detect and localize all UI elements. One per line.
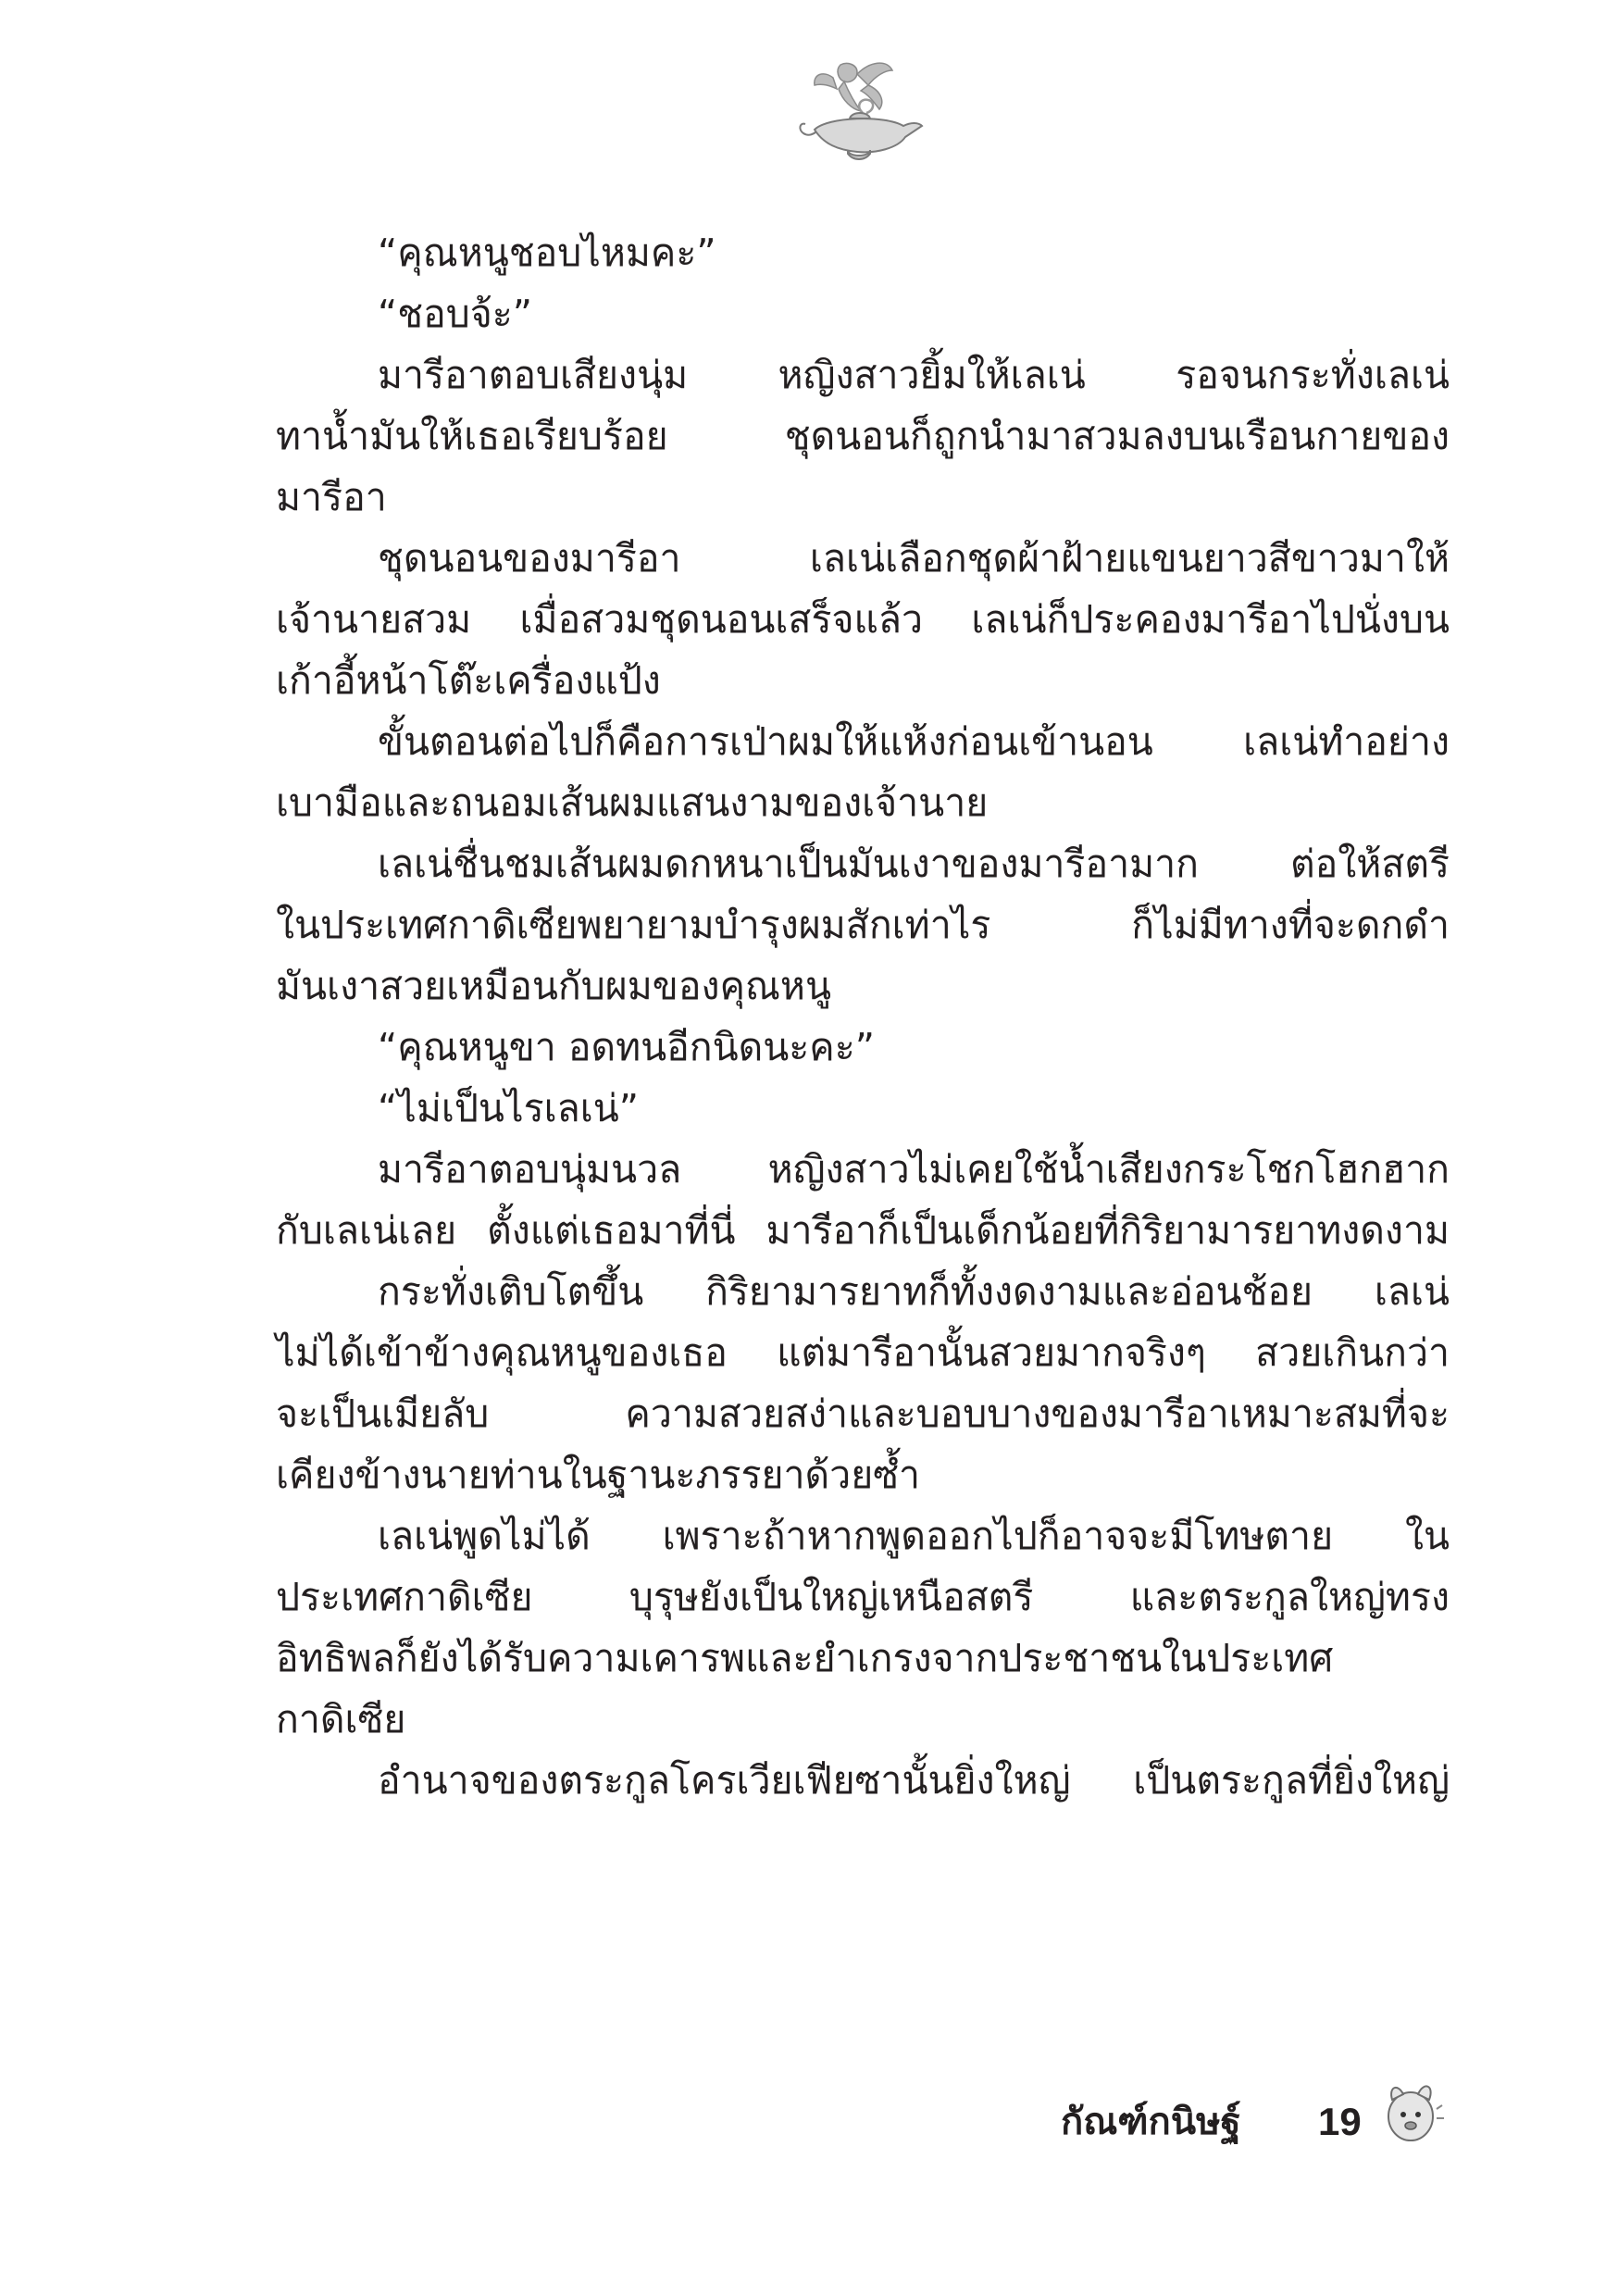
genie-lamp-icon — [796, 57, 926, 167]
text-line: “ไม่เป็นไรเลเน่” — [378, 1086, 640, 1130]
paragraph — [276, 1505, 1450, 1750]
paragraph — [276, 283, 1450, 344]
text-line: อำนาจของตระกูลโครเวียเฟียซานั้นยิ่งใหญ่ เป็นตระกูลที่ยิ่งใหญ่ — [378, 1758, 1450, 1803]
paragraph — [276, 1750, 1450, 1811]
text-line: “คุณหนูชอบไหมคะ” — [378, 231, 716, 275]
paragraph — [276, 1139, 1450, 1261]
mascot-icon — [1379, 2076, 1446, 2150]
page-number: 19 — [1318, 2100, 1362, 2143]
body-text — [276, 222, 1450, 1811]
text-line: ประเทศกาดิเซีย บุรุษยังเป็นใหญ่เหนือสตรี และตระกูลใหญ่ทรง — [276, 1575, 1450, 1619]
paragraph — [276, 1017, 1450, 1078]
paragraph — [276, 222, 1450, 283]
text-line: “ชอบจ้ะ” — [378, 292, 533, 336]
paragraph — [276, 344, 1450, 528]
paragraph — [276, 1261, 1450, 1505]
text-line: ทาน้ำมันให้เธอเรียบร้อย ชุดนอนก็ถูกนำมาสวมลงบนเรือนกายของ — [276, 414, 1450, 458]
paragraph — [276, 833, 1450, 1017]
page-footer — [0, 2094, 1618, 2168]
text-line: มารีอาตอบนุ่มนวล หญิงสาวไม่เคยใช้น้ำเสียงกระโชกโฮกฮาก — [378, 1147, 1450, 1192]
text-line: เจ้านายสวม เมื่อสวมชุดนอนเสร็จแล้ว เลเน่ก็ประคองมารีอาไปนั่งบน — [276, 597, 1450, 642]
text-line: มารีอาตอบเสียงนุ่ม หญิงสาวยิ้มให้เลเน่ รอจนกระทั่งเลเน่ — [378, 353, 1450, 397]
text-line: ไม่ได้เข้าข้างคุณหนูของเธอ แต่มารีอานั้นสวยมากจริงๆ สวยเกินกว่า — [276, 1330, 1450, 1375]
text-line: เลเน่พูดไม่ได้ เพราะถ้าหากพูดออกไปก็อาจจะมีโทษตาย ใน — [378, 1514, 1450, 1558]
text-line: เก้าอี้หน้าโต๊ะเครื่องแป้ง — [276, 658, 661, 703]
paragraph — [276, 1078, 1450, 1139]
text-line: อิทธิพลก็ยังได้รับความเคารพและยำเกรงจากประชาชนในประเทศ — [276, 1636, 1334, 1680]
paragraph — [276, 528, 1450, 711]
text-line: เคียงข้างนายท่านในฐานะภรรยาด้วยซ้ำ — [276, 1453, 921, 1497]
text-line: ขั้นตอนต่อไปก็คือการเป่าผมให้แห้งก่อนเข้านอน เลเน่ทำอย่าง — [378, 719, 1450, 764]
text-line: กาดิเซีย — [276, 1697, 406, 1741]
text-line: กระทั่งเติบโตขึ้น กิริยามารยาทก็ทั้งงดงามและอ่อนช้อย เลเน่ — [378, 1269, 1450, 1314]
text-line: เลเน่ชื่นชมเส้นผมดกหนาเป็นมันเงาของมารีอามาก ต่อให้สตรี — [378, 842, 1450, 886]
text-line: กับเลเน่เลย ตั้งแต่เธอมาที่นี่ มารีอาก็เป็นเด็กน้อยที่กิริยามารยาทงดงาม — [276, 1208, 1450, 1253]
text-line: ในประเทศกาดิเซียพยายามบำรุงผมสักเท่าไร ก็ไม่มีทางที่จะดกดำ — [276, 903, 1450, 947]
paragraph — [276, 711, 1450, 833]
text-line: เบามือและถนอมเส้นผมแสนงามของเจ้านาย — [276, 780, 989, 825]
text-line: มารีอา — [276, 475, 387, 519]
text-line: มันเงาสวยเหมือนกับผมของคุณหนู — [276, 964, 831, 1008]
text-line: จะเป็นเมียลับ ความสวยสง่าและบอบบางของมารีอาเหมาะสมที่จะ — [276, 1391, 1450, 1436]
text-line: “คุณหนูขา อดทนอีกนิดนะคะ” — [378, 1025, 875, 1069]
author-name: กัณฑ์กนิษฐ์ — [1061, 2101, 1241, 2143]
text-line: ชุดนอนของมารีอา เลเน่เลือกชุดผ้าฝ้ายแขนยาวสีขาวมาให้ — [378, 536, 1450, 580]
